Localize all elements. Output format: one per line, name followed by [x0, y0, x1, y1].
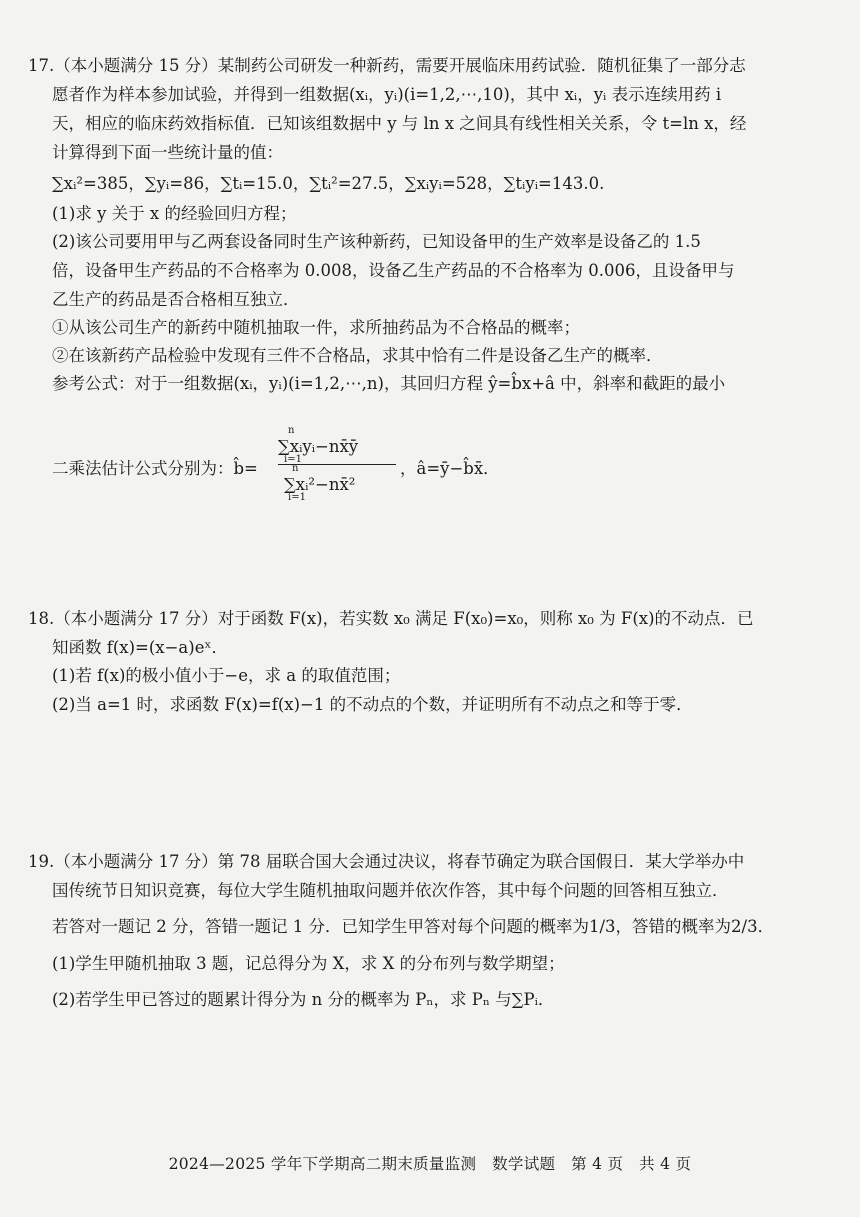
- formula-num-sum-top: n: [288, 425, 295, 436]
- q17-statistics: ∑xᵢ²=385，∑yᵢ=86，∑tᵢ=15.0，∑tᵢ²=27.5，∑xᵢyᵢ=528，∑tᵢyᵢ=143.0.: [52, 174, 605, 193]
- q19-part-2: (2)若学生甲已答过的题累计得分为 n 分的概率为 Pₙ，求 Pₙ 与∑Pᵢ．: [52, 990, 555, 1009]
- formula-tail: ，â=ȳ−b̂x̄．: [400, 459, 500, 478]
- q17-line-8: 倍，设备甲生产药品的不合格率为 0.008，设备乙生产药品的不合格率为 0.006，且设备甲与: [52, 261, 735, 280]
- page-footer: 2024—2025 学年下学期高二期末质量监测 数学试题 第 4 页 共 4 页: [168, 1155, 692, 1173]
- q17-line-3: 天，相应的临床药效指标值．已知该组数据中 y 与 ln x 之间具有线性相关关系，令 t=ln x，经: [52, 114, 747, 133]
- q18-line-1: 18.（本小题满分 17 分）对于函数 F(x)，若实数 x₀ 满足 F(x₀)=x₀，则称 x₀ 为 F(x)的不动点．已: [28, 609, 754, 628]
- formula-num-sum-bottom: i=1: [284, 454, 302, 465]
- formula-den-sum-top: n: [292, 463, 299, 474]
- q17-line-1: 17.（本小题满分 15 分）某制药公司研发一种新药，需要开展临床用药试验．随机征集了一部分志: [28, 56, 746, 75]
- q17-line-4: 计算得到下面一些统计量的值：: [52, 143, 283, 162]
- formula-lead: 二乘法估计公式分别为：b̂=: [52, 459, 258, 478]
- formula-numerator: ∑xᵢyᵢ−nx̄ȳ: [278, 437, 359, 456]
- q17-part-2-2: ②在该新药产品检验中发现有三件不合格品，求其中恰有二件是设备乙生产的概率．: [52, 346, 663, 365]
- q18-part-2: (2)当 a=1 时，求函数 F(x)=f(x)−1 的不动点的个数，并证明所有不动点之和等于零．: [52, 695, 693, 714]
- formula-denominator: ∑xᵢ²−nx̄²: [284, 475, 356, 494]
- q19-part-1: (1)学生甲随机抽取 3 题，记总得分为 X，求 X 的分布列与数学期望；: [52, 954, 565, 973]
- q19-line-1: 19.（本小题满分 17 分）第 78 届联合国大会通过决议，将春节确定为联合国假日．某大学举办中: [28, 852, 745, 871]
- q19-line-3: 若答对一题记 2 分，答错一题记 1 分．已知学生甲答对每个问题的概率为1/3，答错的概率为2/3．: [52, 917, 775, 936]
- q17-part-2: (2)该公司要用甲与乙两套设备同时生产该种新药，已知设备甲的生产效率是设备乙的 1.5: [52, 232, 701, 251]
- q17-part-2-1: ①从该公司生产的新药中随机抽取一件，求所抽药品为不合格品的概率；: [52, 318, 580, 337]
- q17-line-9: 乙生产的药品是否合格相互独立．: [52, 290, 300, 309]
- q17-reference-formula: 参考公式：对于一组数据(xᵢ，yᵢ)(i=1,2,⋯,n)，其回归方程 ŷ=b̂x+â 中，斜率和截距的最小: [52, 374, 726, 393]
- q17-part-1: (1)求 y 关于 x 的经验回归方程；: [52, 204, 297, 223]
- q18-line-2: 知函数 f(x)=(x−a)eˣ．: [52, 638, 228, 657]
- q17-line-2: 愿者作为样本参加试验，并得到一组数据(xᵢ，yᵢ)(i=1,2,⋯,10)，其中 xᵢ，yᵢ 表示连续用药 i: [52, 85, 722, 104]
- q19-line-2: 国传统节日知识竞赛，每位大学生随机抽取问题并依次作答，其中每个问题的回答相互独立．: [52, 881, 729, 900]
- q18-part-1: (1)若 f(x)的极小值小于−e，求 a 的取值范围；: [52, 666, 401, 685]
- formula-den-sum-bottom: i=1: [288, 492, 306, 503]
